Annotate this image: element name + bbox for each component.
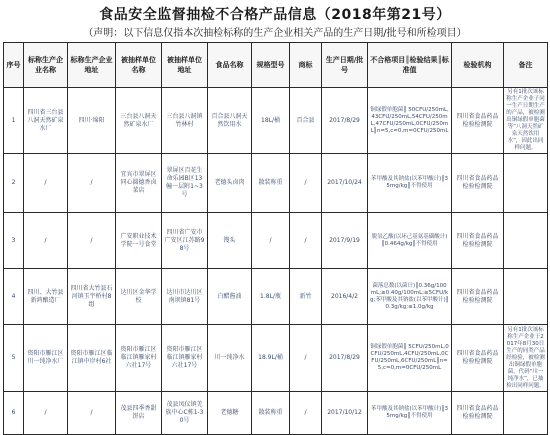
table-cell — [504, 213, 548, 269]
table-cell: 茂县四季香甜饼店 — [116, 392, 162, 435]
table-cell — [504, 154, 548, 213]
table-cell — [504, 269, 548, 325]
header-cell: 被抽样单位地址 — [162, 43, 208, 88]
table-cell: 5 — [4, 325, 24, 392]
table-cell: / — [290, 325, 322, 392]
table-cell: / — [68, 392, 116, 435]
table-cell: / — [68, 154, 116, 213]
header-cell: 食品名称 — [208, 43, 252, 88]
table-cell: 脱氢乙酸(以环己基氨基磺酸计)║0.464g/kg║不得使用 — [368, 213, 452, 269]
table-cell: 散装称重 — [252, 154, 290, 213]
table-cell: 三台县八洞镇竹林村 — [162, 88, 208, 154]
table-cell: / — [24, 154, 68, 213]
table-cell: 川一纯净水 — [208, 325, 252, 392]
header-cell: 标称生产企业名称 — [24, 43, 68, 88]
table-cell: 2 — [4, 154, 24, 213]
table-row — [4, 154, 548, 213]
table-cell: 达川市达川区南坝镇81号 — [162, 269, 208, 325]
table-cell: 宜宾市翠屏区同心圆德香卤菜店 — [116, 154, 162, 213]
table-cell: 四川省食品药品检验检测院 — [452, 88, 504, 154]
table-cell: 1 — [4, 88, 24, 154]
header-cell: 序号 — [4, 43, 24, 88]
table-cell: 四川省食品药品检验检测院 — [452, 392, 504, 435]
table-cell: 菌落总数(以菌计)║0.36g/100mL;≥0.40g/100mL;≥5CFU/kg;苯甲酸及其钠盐(以苯甲酸计)║0.3g/kg;≤1.0g/kg — [368, 269, 452, 325]
header-cell: 生产日期/批号 — [322, 43, 368, 88]
table-cell: 四川、大竹县新鸿酿造厂 — [24, 269, 68, 325]
table-cell: 新竹 — [290, 269, 322, 325]
header-cell: 检验机构 — [452, 43, 504, 88]
table-cell: 四川省食品药品检验检测院 — [452, 325, 504, 392]
table-cell: 翠屏区百花生命乐园B区13幢一层附1~3号 — [162, 154, 208, 213]
table-cell: / — [290, 154, 322, 213]
table-cell: 老德头卤肉 — [208, 154, 252, 213]
table-header-row — [4, 43, 548, 88]
header-cell: 规格型号 — [252, 43, 290, 88]
header-cell: 不合格项目║检验结果║标准值 — [368, 43, 452, 88]
table-row — [4, 392, 548, 435]
table-cell: 广安职业技术学院一号食堂 — [116, 213, 162, 269]
table-cell: 资阳市雁江区临江镇雁家村六社17号 — [162, 325, 208, 392]
table-row — [4, 88, 548, 154]
table-cell: 6 — [4, 392, 24, 435]
table-cell: 2017/10/24 — [322, 154, 368, 213]
table-cell: 老德糖 — [208, 392, 252, 435]
table-cell: 2017/9/19 — [322, 213, 368, 269]
table-cell: 四川省食品药品检验检测院 — [452, 213, 504, 269]
table-row — [4, 213, 548, 269]
table-cell: 18.9L/桶 — [252, 325, 290, 392]
table-cell: 白醋酱油 — [208, 269, 252, 325]
table-cell: 资阳市雁江区川一纯净水厂 — [24, 325, 68, 392]
table-cell: 4 — [4, 269, 24, 325]
page-title: 食品安全监督抽检不合格产品信息（2018年第21号） — [99, 7, 451, 23]
table-cell: 3 — [4, 213, 24, 269]
table-cell — [504, 392, 548, 435]
unqualified-products-table — [3, 42, 548, 435]
table-cell: 茂县凤仪镇羌族中心C栋1-30号 — [162, 392, 208, 435]
table-cell: 四川省大竹县石河镇玉宇桥村8组 — [68, 269, 116, 325]
table-cell: 铜绿假单胞菌║ 50CFU/250mL,43CFU/250mL,54CFU/250mL,47CFU/250mL,0CFU/250mL║n=5,c=0,m=0CFU/250mL — [368, 88, 452, 154]
table-cell: 三台县八洞天然矿泉水厂 — [116, 88, 162, 154]
table-cell: 1.8L/瓶 — [252, 269, 290, 325]
table-cell: / — [290, 392, 322, 435]
table-cell: 18L/桶 — [252, 88, 290, 154]
table-cell: 2016/4/2 — [322, 269, 368, 325]
header-cell: 备注 — [504, 43, 548, 88]
table-cell: / — [290, 213, 322, 269]
table-cell: 散装称重 — [252, 392, 290, 435]
table-cell: 2017/10/12 — [322, 392, 368, 435]
table-cell: 四川省广安市广安区江苏路98号 — [162, 213, 208, 269]
table-cell: 铜绿假单胞菌║ 5CFU/250mL,0CFU/250mL,4CFU/250mL,0CFU/250mL,6CFU/250mL║n=5,c=0,m=0CFU/250mL — [368, 325, 452, 392]
table-cell: 2017/8/29 — [322, 88, 368, 154]
table-cell: / — [252, 213, 290, 269]
table-cell: 资阳市雁江区临江镇雁家村六社17号 — [116, 325, 162, 392]
page-subtitle: （声明：以下信息仅指本次抽检标称的生产企业相关产品的生产日期/批号和所检项目） — [83, 28, 467, 39]
table-cell: 四川省三台县八洞天然矿泉水厂 — [24, 88, 68, 154]
table-cell: 四川省食品药品检验检测院 — [452, 269, 504, 325]
table-cell: / — [24, 213, 68, 269]
header-cell: 标称生产企业地址 — [68, 43, 116, 88]
table-cell: 苯甲酸及其钠盐(以苯甲酸计)║35mg/kg║不得使用 — [368, 392, 452, 435]
table-cell: 四川省食品药品检验检测院 — [452, 154, 504, 213]
header-cell: 被抽样单位名称 — [116, 43, 162, 88]
table-cell: 四川·绵阳 — [68, 88, 116, 154]
table-cell: 馒头 — [208, 213, 252, 269]
table-cell: 另有1批次该标称生产企业于2017年8月30日生产的同类产品经检验，被检测出铜绿假单胞菌，代码“川一纯净水”，已抽检出同样问题。 — [504, 325, 548, 392]
header-cell: 商标 — [290, 43, 322, 88]
table-cell: 苯甲酸及其钠盐(以苯甲酸计)║35mg/kg║不得使用 — [368, 154, 452, 213]
table-cell: 资阳市雁江区临江镇中岸村6社 — [68, 325, 116, 392]
table-cell: 百合县八洞天然饮用水 — [208, 88, 252, 154]
table-cell: 2017/8/29 — [322, 325, 368, 392]
table-cell: / — [24, 392, 68, 435]
table-cell: 达川区金华学校 — [116, 269, 162, 325]
table-cell: / — [68, 213, 116, 269]
table-row — [4, 325, 548, 392]
table-cell: 百合县 — [290, 88, 322, 154]
table-cell: 另有1批次该标称生产企业子同一生产日期生产的产品，被检测出铜绿假单胞菌等“八洞天然矿泉天然饮用水”，因此出同样问题。 — [504, 88, 548, 154]
table-row — [4, 269, 548, 325]
